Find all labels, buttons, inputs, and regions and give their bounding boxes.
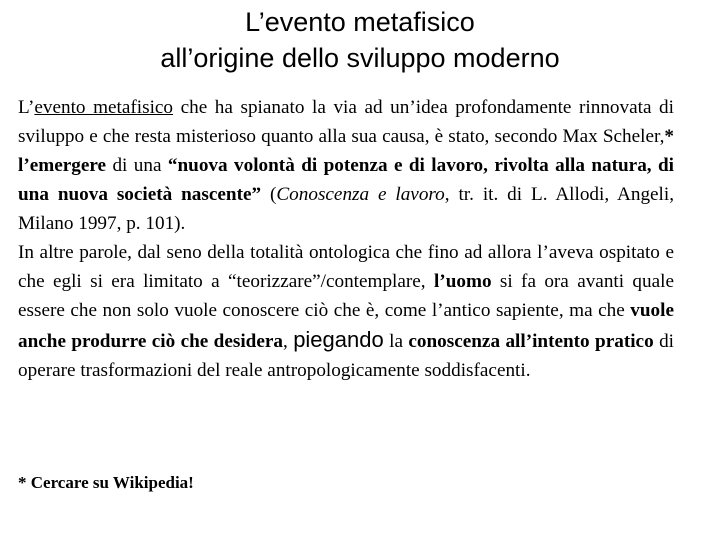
paragraph-1 [18,93,674,238]
text-run: di operare trasformazioni del reale antropologicamente soddisfacenti. [18,331,674,381]
text-run: , [282,331,294,352]
text-run: ( [261,184,277,205]
bold-quote: “nuova volontà di potenza e di lavoro, rivolta alla natura, di una nuova società nascente” [18,155,674,205]
bold-run: vuole anche produrre ciò che desidera [18,300,674,352]
underlined-word-evento: evento [34,97,94,118]
underlined-word-metafisico: metafisico [93,97,174,118]
body-text [18,93,674,385]
title-line-2: all’origine dello sviluppo moderno [160,43,560,73]
bold-run: * l’emergere [18,126,674,176]
text-run: In altre parole, dal seno della totalità ontologica che fino ad allora l’aveva ospitato e che egli si era limitato a “teorizzare”/contemplare, [18,242,674,292]
title-line-1: L’evento metafisico [245,7,475,37]
book-title: Conoscenza e lavoro [276,184,445,205]
text-run: di una [106,155,168,176]
slide-title [0,4,720,76]
citation-text: , tr. it. di L. Allodi, Angeli, Milano 1997, p. 101). [18,184,675,234]
emphasized-word: piegando [293,327,384,352]
bold-run: l’uomo [433,271,492,292]
text-run: che ha spianato la via ad un’idea profondamente rinnovata di sviluppo e che resta misterioso quanto alla sua causa, è stato, secondo Max Scheler, [18,97,674,147]
text-run: la [383,331,409,352]
text-run: si fa ora avanti quale essere che non solo vuole conoscere ciò che è, come l’antico sapiente, ma che [18,271,674,321]
bold-run: conoscenza all’intento pratico [408,331,654,352]
paragraph-2 [18,238,674,385]
footnote: * Cercare su Wikipedia! [18,473,194,492]
text-run: L’ [18,97,35,118]
